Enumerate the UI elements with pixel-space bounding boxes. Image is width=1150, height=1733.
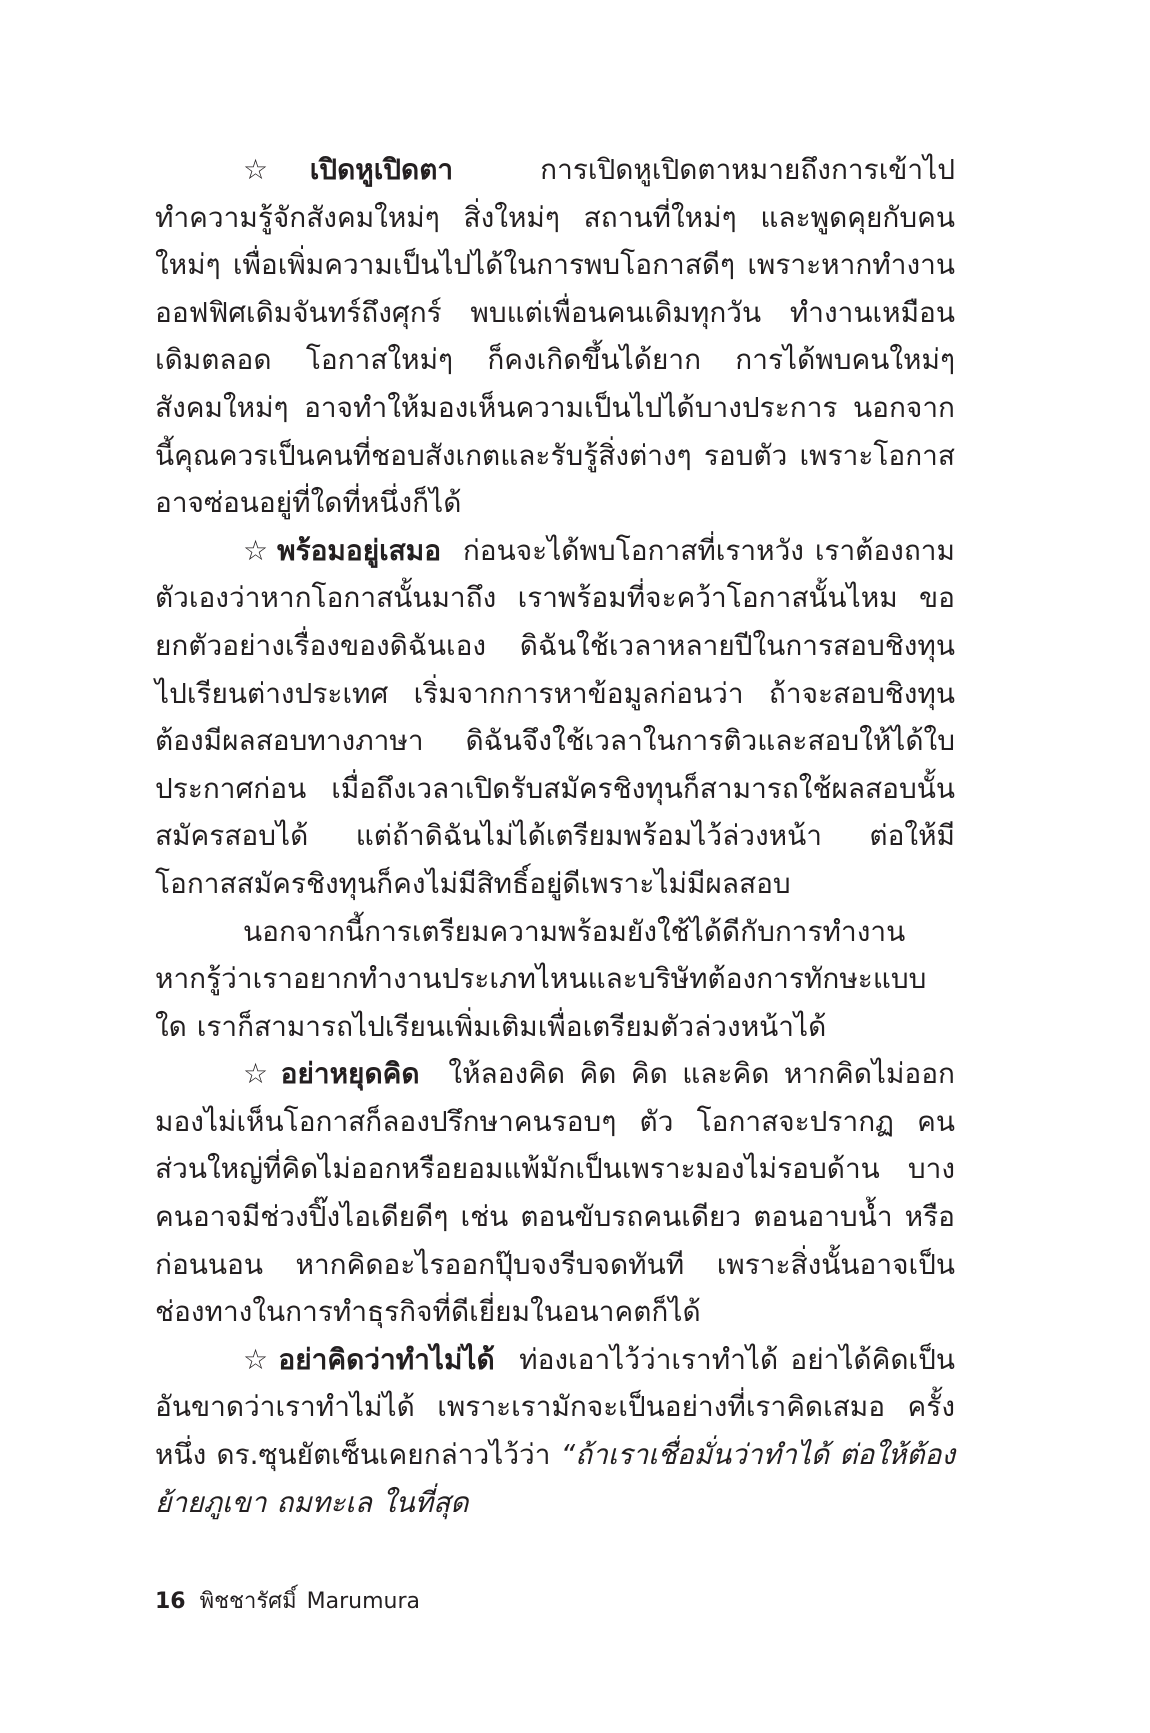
footer-author: พิชชารัศมิ์ bbox=[199, 1589, 297, 1614]
star-icon: ☆ bbox=[243, 533, 270, 567]
paragraph-text: ให้ลองคิด คิด คิด และคิด หากคิดไม่ออก มองไม่เห็นโอกาสก็ลองปรึกษาคนรอบๆ ตัว โอกาสจะปรากฏ คนส่วนใหญ่ที่คิดไม่ออกหรือยอมแพ้มักเป็นเพราะมองไม่รอบด้าน บางคนอาจมีช่วงปิ๊งไอเดียดีๆ เช่น ตอนขับรถคนเดียว ตอนอาบน้ำ หรือก่อนนอน หากคิดอะไรออกปุ๊บจงรีบจดทันที เพราะสิ่งนั้นอาจเป็นช่องทางในการทำธุรกิจที่ดีเยี่ยมในอนาคตก็ได้ bbox=[155, 1057, 955, 1329]
paragraph-text: ก่อนจะได้พบโอกาสที่เราหวัง เราต้องถามตัวเองว่าหากโอกาสนั้นมาถึง เราพร้อมที่จะคว้าโอกาสนั้นไหม ขอยกตัวอย่างเรื่องของดิฉันเอง ดิฉันใช้เวลาหลายปีในการสอบชิงทุนไปเรียนต่างประเทศ เริ่มจากการหาข้อมูลก่อนว่า ถ้าจะสอบชิงทุนต้องมีผลสอบทางภาษา ดิฉันจึงใช้เวลาในการติวและสอบให้ได้ใบประกาศก่อน เมื่อถึงเวลาเปิดรับสมัครชิงทุนก็สามารถใช้ผลสอบนั้นสมัครสอบได้ แต่ถ้าดิฉันไม่ได้เตรียมพร้อมไว้ล่วงหน้า ต่อให้มีโอกาสสมัครชิงทุนก็คงไม่มีสิทธิ์อยู่ดีเพราะไม่มีผลสอบ bbox=[155, 533, 955, 900]
star-icon: ☆ bbox=[243, 1342, 271, 1376]
paragraph-text: การเปิดหูเปิดตาหมายถึงการเข้าไปทำความรู้จักสังคมใหม่ๆ สิ่งใหม่ๆ สถานที่ใหม่ๆ และพูดคุยกับคนใหม่ๆ เพื่อเพิ่มความเป็นไปได้ในการพบโอกาสดีๆ เพราะหากทำงานออฟฟิศเดิมจันทร์ถึงศุกร์ พบแต่เพื่อนคนเดิมทุกวัน ทำงานเหมือนเดิมตลอด โอกาสใหม่ๆ ก็คงเกิดขึ้นได้ยาก การได้พบคนใหม่ๆ สังคมใหม่ๆ อาจทำให้มองเห็นความเป็นไปได้บางประการ นอกจากนี้คุณควรเป็นคนที่ชอบสังเกตและรับรู้สิ่งต่างๆ รอบตัว เพราะโอกาสอาจซ่อนอยู่ที่ใดที่หนึ่งก็ได้ bbox=[155, 153, 955, 520]
page-body bbox=[155, 146, 955, 1546]
star-icon: ☆ bbox=[243, 153, 302, 186]
paragraph-heading: อย่าคิดว่าทำไม่ได้ bbox=[278, 1342, 495, 1376]
paragraph-heading: พร้อมอยู่เสมอ bbox=[277, 533, 442, 567]
paragraph-keep-thinking bbox=[155, 1050, 955, 1336]
paragraph-quote: “ถ้าเราเชื่อมั่นว่าทำได้ ต่อให้ต้องย้ายภูเขา ถมทะเล ในที่สุด bbox=[155, 1438, 956, 1519]
paragraph-dont-think-cant bbox=[155, 1336, 955, 1526]
paragraph-heading: เปิดหูเปิดตา bbox=[309, 153, 454, 186]
star-icon: ☆ bbox=[243, 1057, 273, 1091]
paragraph-heading: อย่าหยุดคิด bbox=[280, 1057, 420, 1091]
paragraph-preparation-work bbox=[155, 908, 955, 1051]
paragraph-text: ท่องเอาไว้ว่าเราทำได้ อย่าได้คิดเป็นอันขาดว่าเราทำไม่ได้ เพราะเรามักจะเป็นอย่างที่เราคิดเสมอ ครั้งหนึ่ง ดร.ซุนยัตเซ็นเคยกล่าวไว้ว่า bbox=[155, 1342, 955, 1472]
footer-series: Marumura bbox=[306, 1589, 420, 1614]
paragraph-open-eyes-ears bbox=[155, 146, 955, 527]
page-footer bbox=[155, 1583, 420, 1618]
paragraph-always-ready bbox=[155, 527, 955, 908]
page-number: 16 bbox=[155, 1589, 186, 1614]
paragraph-text: นอกจากนี้การเตรียมความพร้อมยังใช้ได้ดีกับการทำงาน หากรู้ว่าเราอยากทำงานประเภทไหนและบริษัทต้องการทักษะแบบใด เราก็สามารถไปเรียนเพิ่มเติมเพื่อเตรียมตัวล่วงหน้าได้ bbox=[155, 914, 927, 1043]
